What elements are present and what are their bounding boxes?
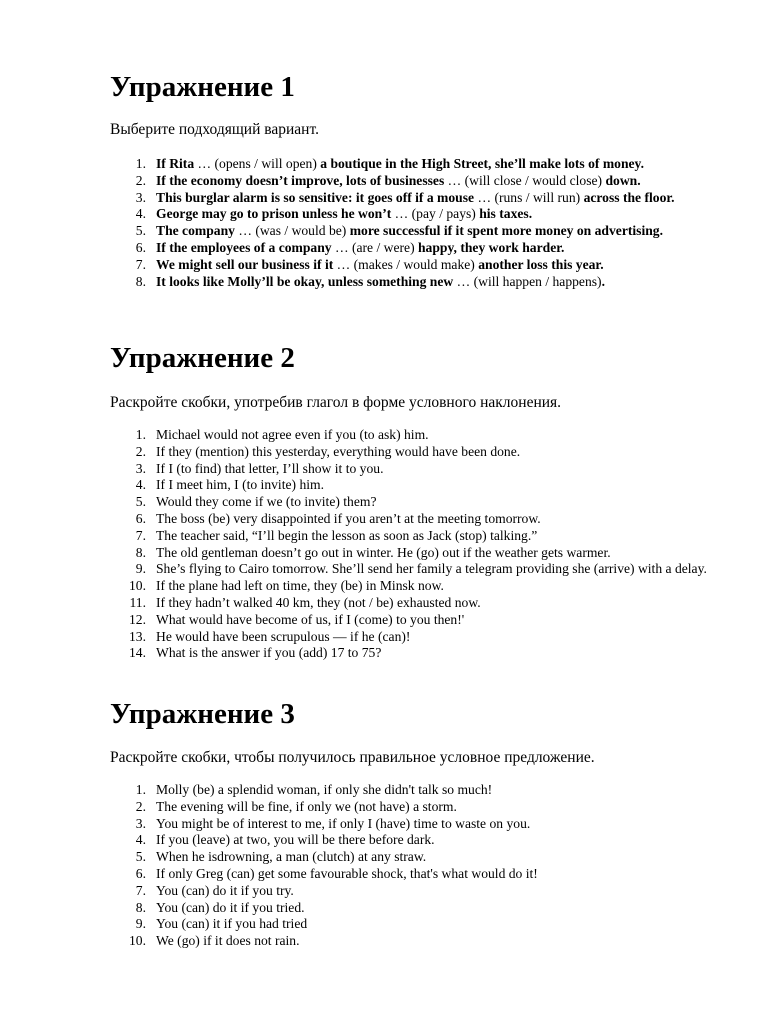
list-item-number: 12. [129,611,146,627]
bold-text: happy, they work harder. [418,239,565,255]
plain-text: When he isdrowning, a man (clutch) at any straw. [156,849,427,865]
bold-text: . [601,273,605,289]
list-item-number: 6. [135,510,146,526]
plain-text: We (go) if it does not rain. [156,933,300,949]
list-item-number: 13. [129,628,146,644]
bold-text: across the floor. [583,189,675,205]
plain-text: Would they come if we (to invite) them? [156,494,377,510]
plain-text: … (will close / would close) [444,172,606,188]
plain-text: You (can) it if you had tried [156,916,308,932]
plain-text: Michael would not agree even if you (to ask) him. [156,427,429,442]
list-item [110,816,720,833]
exercise-list [110,782,720,950]
exercise-instruction: Выберите подходящий вариант. [110,121,319,138]
plain-text: The boss (be) very disappointed if you aren’t at the meeting tomorrow. [156,510,541,526]
list-item [110,427,720,444]
list-item-number: 3. [135,460,146,476]
list-item-number: 8. [135,273,146,289]
list-item-number: 6. [135,865,146,881]
list-item [110,274,720,291]
exercise-2 [110,341,720,662]
plain-text: You might be of interest to me, if only I (have) time to waste on you. [156,815,531,831]
list-item-number: 9. [135,916,146,932]
plain-text: Molly (be) a splendid woman, if only she didn't talk so much! [156,782,493,797]
list-item [110,477,720,494]
plain-text: If only Greg (can) get some favourable shock, that's what would do it! [156,865,538,881]
list-item [110,799,720,816]
list-item [110,595,720,612]
plain-text: If they hadn’t walked 40 km, they (not / be) exhausted now. [156,594,481,610]
list-item-number: 7. [135,882,146,898]
plain-text: … (pay / pays) [391,206,480,222]
list-item [110,528,720,545]
list-item-number: 3. [135,815,146,831]
list-item-number: 8. [135,544,146,560]
list-item-number: 5. [135,849,146,865]
plain-text: … (opens / will open) [194,156,321,171]
list-item-number: 1. [135,427,146,442]
plain-text: What is the answer if you (add) 17 to 75? [156,645,382,661]
list-item [110,190,720,207]
plain-text: … (are / were) [331,239,418,255]
list-item-number: 2. [135,443,146,459]
plain-text: If I meet him, I (to invite) him. [156,477,324,493]
list-item [110,645,720,662]
exercise-1 [110,70,720,290]
list-item [110,494,720,511]
plain-text: … (makes / would make) [333,256,479,272]
list-item [110,223,720,240]
plain-text: What would have become of us, if I (come) to you then!' [156,611,465,627]
list-item [110,916,720,933]
list-item [110,545,720,562]
bold-text: George may go to prison unless he won’t [156,206,392,222]
list-item [110,629,720,646]
list-item-number: 4. [135,477,146,493]
list-item [110,257,720,274]
list-item [110,561,720,578]
list-item-number: 4. [135,206,146,222]
list-item-number: 5. [135,223,146,239]
bold-text: his taxes. [479,206,533,222]
plain-text: If the plane had left on time, they (be) in Minsk now. [156,578,444,594]
bold-text: more successful if it spent more money on advertising. [349,223,663,239]
plain-text: She’s flying to Cairo tomorrow. She’ll send her family a telegram providing she (arrive) with a delay. [156,561,707,577]
plain-text: The old gentleman doesn’t go out in winter. He (go) out if the weather gets warmer. [156,544,611,560]
list-item [110,173,720,190]
plain-text: The evening will be fine, if only we (not have) a storm. [156,798,457,814]
plain-text: If I (to find) that letter, I’ll show it to you. [156,460,384,476]
list-item-number: 10. [129,933,146,949]
plain-text: … (was / would be) [234,223,350,239]
exercise-title: Упражнение 3 [110,698,295,730]
exercise-3 [110,697,720,950]
list-item-number: 8. [135,899,146,915]
plain-text: If you (leave) at two, you will be there before dark. [156,832,435,848]
exercise-instruction: Раскройте скобки, чтобы получилось правильное условное предложение. [110,749,595,766]
list-item-number: 4. [135,832,146,848]
list-item [110,849,720,866]
bold-text: If the economy doesn’t improve, lots of businesses [156,172,445,188]
exercise-list [110,156,720,290]
exercise-list [110,427,720,662]
list-item [110,933,720,950]
list-item-number: 5. [135,494,146,510]
plain-text: … (runs / will run) [474,189,584,205]
bold-text: a boutique in the High Street, she’ll make lots of money. [320,156,644,171]
bold-text: If the employees of a company [156,239,332,255]
bold-text: It looks like Molly’ll be okay, unless something new [156,273,454,289]
plain-text: … (will happen / happens) [453,273,602,289]
list-item-number: 11. [129,594,146,610]
plain-text: The teacher said, “I’ll begin the lesson as soon as Jack (stop) talking.” [156,527,538,543]
list-item [110,866,720,883]
exercise-title: Упражнение 1 [110,71,295,103]
list-item [110,461,720,478]
bold-text: down. [605,172,641,188]
plain-text: You (can) do it if you tried. [156,899,305,915]
list-item [110,782,720,799]
list-item-number: 7. [135,527,146,543]
bold-text: We might sell our business if it [156,256,334,272]
bold-text: The company [156,223,235,239]
list-item-number: 14. [129,645,146,661]
bold-text: If Rita [156,156,195,171]
list-item-number: 1. [135,156,146,171]
list-item [110,156,720,173]
list-item [110,206,720,223]
list-item-number: 3. [135,189,146,205]
plain-text: If they (mention) this yesterday, everything would have been done. [156,443,521,459]
list-item-number: 1. [135,782,146,797]
plain-text: He would have been scrupulous — if he (can)! [156,628,411,644]
list-item [110,832,720,849]
list-item-number: 6. [135,239,146,255]
list-item [110,511,720,528]
list-item [110,883,720,900]
list-item [110,900,720,917]
exercise-instruction: Раскройте скобки, употребив глагол в форме условного наклонения. [110,394,562,411]
bold-text: another loss this year. [478,256,604,272]
list-item [110,240,720,257]
bold-text: This burglar alarm is so sensitive: it goes off if a mouse [156,189,475,205]
list-item-number: 2. [135,798,146,814]
plain-text: You (can) do it if you try. [156,882,294,898]
list-item [110,612,720,629]
list-item-number: 2. [135,172,146,188]
list-item [110,444,720,461]
exercise-title: Упражнение 2 [110,342,295,374]
list-item-number: 7. [135,256,146,272]
list-item [110,578,720,595]
list-item-number: 10. [129,578,146,594]
list-item-number: 9. [135,561,146,577]
